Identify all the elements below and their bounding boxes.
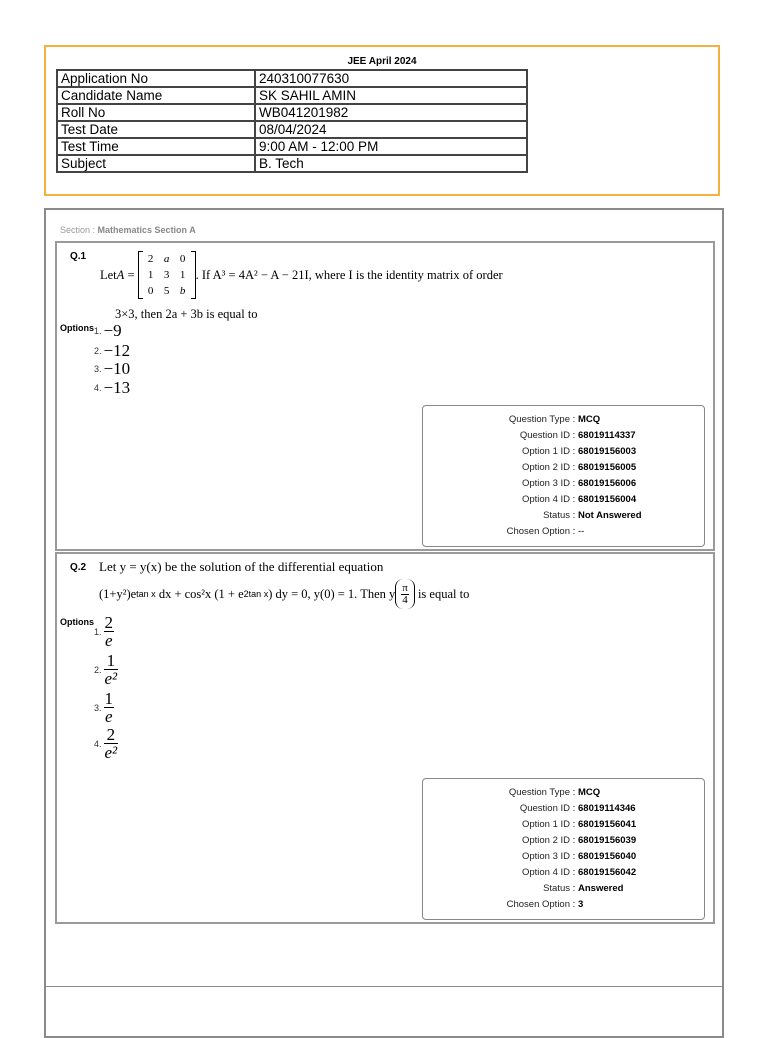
option-4: 4. $\frac{2}{\text{e²}}$ (94, 725, 118, 762)
option-3: 3. −10 (94, 359, 131, 378)
option-1: 1. $\frac{2}{e}$ (94, 613, 114, 650)
info-row: Question ID : 68019114337 (519, 430, 636, 441)
info-value: B. Tech (255, 155, 527, 172)
option-2: 2. $\frac{1}{\text{e²}}$ (94, 651, 118, 688)
info-row: Option 2 ID : 68019156005 (521, 462, 637, 473)
chosen-option-row: Chosen Option : -- (423, 524, 704, 540)
option-4: 4. −13 (94, 378, 131, 397)
question-info-box (422, 778, 705, 920)
option-2: 2. −12 (94, 341, 131, 360)
page-divider (44, 986, 724, 987)
candidate-info-table (56, 69, 528, 173)
info-row: Question Type : MCQ (508, 787, 601, 798)
candidate-info-box (44, 45, 720, 196)
matrix-a: 2 a 0 1 3 1 0 5 b (138, 251, 196, 299)
info-row: Question Type : MCQ (508, 414, 601, 425)
info-value: 240310077630 (255, 70, 527, 87)
option-1: 1. −9 (94, 321, 122, 340)
table-row (57, 121, 527, 138)
info-value: SK SAHIL AMIN (255, 87, 527, 104)
info-row: Option 1 ID : 68019156003 (521, 446, 637, 457)
section-label: Section : Mathematics Section A (60, 225, 196, 235)
info-row: Option 1 ID : 68019156041 (521, 819, 637, 830)
info-row: Question ID : 68019114346 (519, 803, 636, 814)
info-value: WB041201982 (255, 104, 527, 121)
option-3: 3. $\frac{1}{e}$ (94, 689, 114, 726)
table-row (57, 70, 527, 87)
info-row: Option 2 ID : 68019156039 (521, 835, 637, 846)
question-info-box (422, 405, 705, 547)
table-row (57, 87, 527, 104)
info-value: 9:00 AM - 12:00 PM (255, 138, 527, 155)
table-row (57, 104, 527, 121)
question-number: Q.2 (70, 562, 87, 573)
section-name: Mathematics Section A (97, 225, 196, 235)
status-value: Not Answered (578, 510, 642, 521)
status-row: Status : Not Answered (423, 508, 704, 524)
y-argument: $\frac{\pi}{4}$ (395, 579, 415, 609)
info-label: Test Date (57, 121, 255, 138)
info-label: Roll No (57, 104, 255, 121)
exam-title: JEE April 2024 (347, 56, 417, 67)
section-panel (44, 208, 724, 1038)
options-label: Options (60, 323, 94, 333)
question-text-line2: (1+y²)e tan x dx + cos²x (1 + e 2tan x ) dy = 0, y(0) = 1. Then y $\frac{\pi}{4}$ is equal to (99, 576, 469, 612)
info-row: Option 3 ID : 68019156040 (521, 851, 637, 862)
chosen-option-value: 3 (578, 899, 584, 910)
status-value: Answered (578, 883, 624, 894)
table-row (57, 138, 527, 155)
info-label: Test Time (57, 138, 255, 155)
question-card-2 (55, 552, 715, 924)
info-label: Application No (57, 70, 255, 87)
chosen-option-value: -- (578, 526, 585, 537)
question-number: Q.1 (70, 251, 87, 262)
info-row: Option 3 ID : 68019156006 (521, 478, 637, 489)
info-label: Candidate Name (57, 87, 255, 104)
question-text: Let A = 2 a 0 1 3 1 0 5 b . If A³ = 4A² − A − 21I, where I is the identity matrix of order (100, 253, 503, 297)
status-row: Status : Answered (423, 881, 704, 897)
question-text-line2: 3×3, then 2a + 3b is equal to (115, 307, 258, 321)
info-row: Option 4 ID : 68019156042 (521, 867, 637, 878)
info-label: Subject (57, 155, 255, 172)
question-text: Let y = y(x) be the solution of the differential equation (99, 559, 384, 574)
table-row (57, 155, 527, 172)
info-row: Option 4 ID : 68019156004 (521, 494, 637, 505)
chosen-option-row: Chosen Option : 3 (423, 897, 704, 913)
info-value: 08/04/2024 (255, 121, 527, 138)
question-card-1 (55, 241, 715, 551)
options-label: Options (60, 617, 94, 627)
